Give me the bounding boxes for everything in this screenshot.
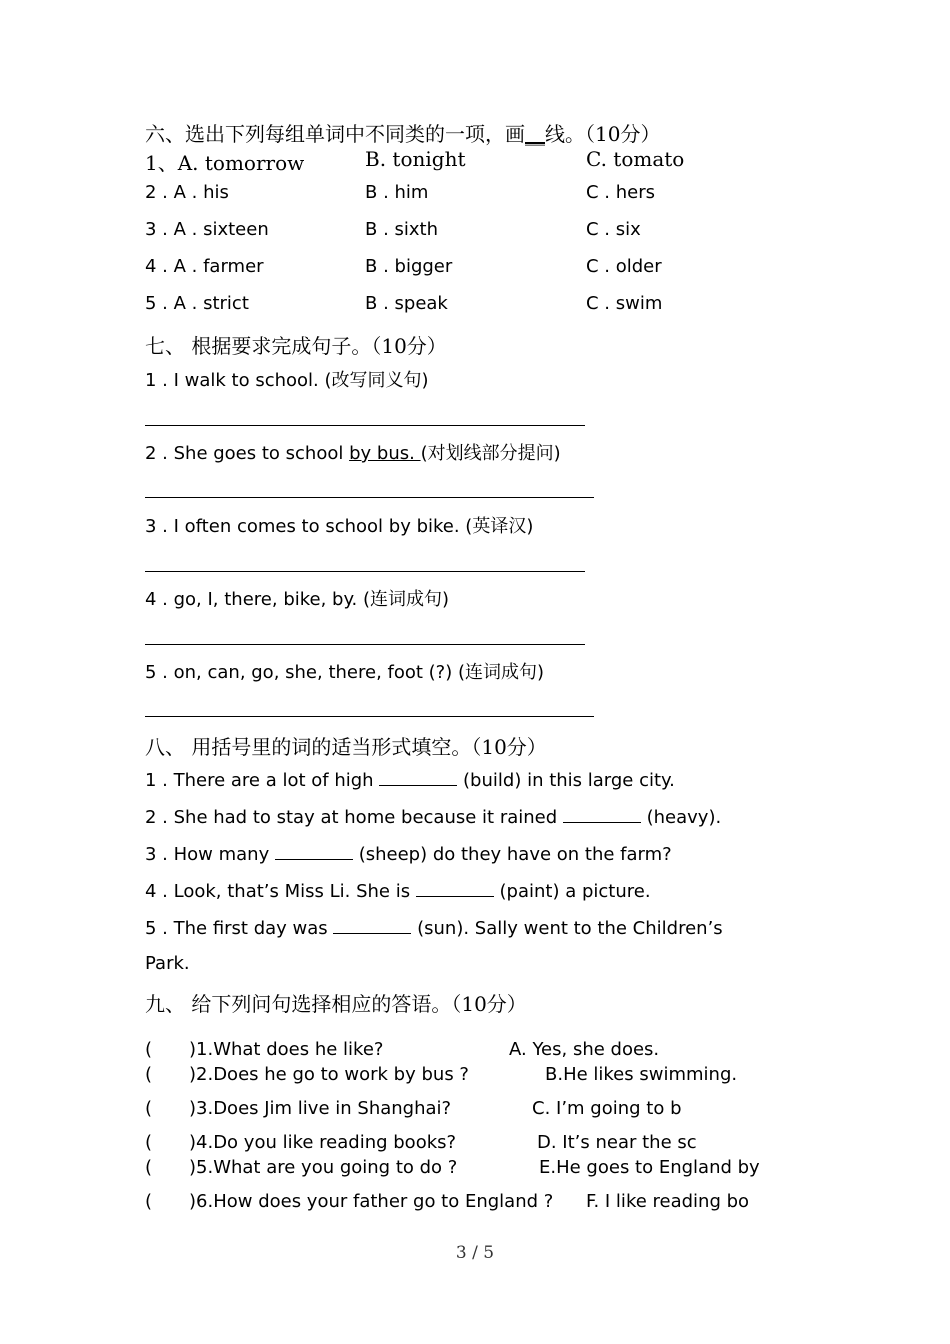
s9-answer-f: F. I like reading bo [586,1191,750,1212]
s7-question-2: 2 . She goes to school by bus. (对划线部分提问) [145,443,561,464]
s8-blank-5[interactable] [333,915,411,934]
s9-question-6: )6.How does your father go to England ? [189,1191,554,1212]
section-6-title: 六、选出下列每组单词中不同类的一项，画__线。（10分） [145,122,661,146]
s9-answer-b: B.He likes swimming. [545,1064,738,1085]
s6-row-2-c: C . hers [586,182,655,203]
s6-row-5-c: C . swim [586,293,663,314]
page-number: 3 / 5 [455,1243,495,1263]
s6-row-1-c: C. tomato [586,147,685,171]
s8-question-2: 2 . She had to stay at home because it rained (heavy). [145,804,721,828]
s9-paren-5[interactable]: ( [145,1157,153,1178]
s8-question-5-cont: Park. [145,953,190,974]
section-9-title: 九、 给下列问句选择相应的答语。（10分） [145,992,527,1016]
s8-blank-3[interactable] [275,841,353,860]
s9-question-5: )5.What are you going to do ? [189,1157,458,1178]
s6-row-2-b: B . him [365,182,429,203]
s9-question-4: )4.Do you like reading books? [189,1132,457,1153]
s9-answer-d: D. It’s near the sc [537,1132,697,1153]
s9-question-2: )2.Does he go to work by bus ? [189,1064,469,1085]
s6-row-3-c: C . six [586,219,641,240]
s6-row-1-b: B. tonight [365,147,466,171]
s9-question-1: )1.What does he like? [189,1039,384,1060]
s9-paren-3[interactable]: ( [145,1098,153,1119]
section-7-title: 七、 根据要求完成句子。（10分） [145,334,447,358]
s7-answer-line-3 [145,571,585,572]
s9-answer-a: A. Yes, she does. [509,1039,660,1060]
s6-row-3-b: B . sixth [365,219,439,240]
s6-row-3-a: 3 . A . sixteen [145,219,269,240]
s8-question-3: 3 . How many (sheep) do they have on the farm? [145,841,672,865]
s9-paren-2[interactable]: ( [145,1064,153,1085]
s6-row-4-b: B . bigger [365,256,453,277]
s9-answer-e: E.He goes to England by [539,1157,760,1178]
s8-question-4: 4 . Look, that’s Miss Li. She is (paint) a picture. [145,878,651,902]
s7-answer-line-5 [145,716,594,717]
s7-answer-line-4 [145,644,585,645]
s8-question-1: 1 . There are a lot of high (build) in this large city. [145,767,675,791]
s7-answer-line-2 [145,497,594,498]
s7-answer-line-1 [145,425,585,426]
s9-paren-4[interactable]: ( [145,1132,153,1153]
s9-paren-6[interactable]: ( [145,1191,153,1212]
s8-blank-1[interactable] [379,767,457,786]
s6-row-4-c: C . older [586,256,662,277]
s7-question-4: 4 . go, I, there, bike, by. (连词成句) [145,589,450,610]
s9-question-3: )3.Does Jim live in Shanghai? [189,1098,452,1119]
s6-row-5-a: 5 . A . strict [145,293,249,314]
s9-paren-1[interactable]: ( [145,1039,153,1060]
s6-row-1-a: 1、A. tomorrow [145,151,305,175]
s8-question-5: 5 . The first day was (sun). Sally went to the Children’s [145,915,723,939]
s8-blank-2[interactable] [563,804,641,823]
s7-question-5: 5 . on, can, go, she, there, foot (?) (连词成句) [145,662,545,683]
s6-row-2-a: 2 . A . his [145,182,229,203]
s7-question-1: 1 . I walk to school. (改写同义句) [145,370,429,391]
s9-answer-c: C. I’m going to b [532,1098,682,1119]
s6-row-5-b: B . speak [365,293,448,314]
s6-row-4-a: 4 . A . farmer [145,256,264,277]
section-8-title: 八、 用括号里的词的适当形式填空。（10分） [145,735,547,759]
s7-question-3: 3 . I often comes to school by bike. (英译汉) [145,516,534,537]
s8-blank-4[interactable] [416,878,494,897]
